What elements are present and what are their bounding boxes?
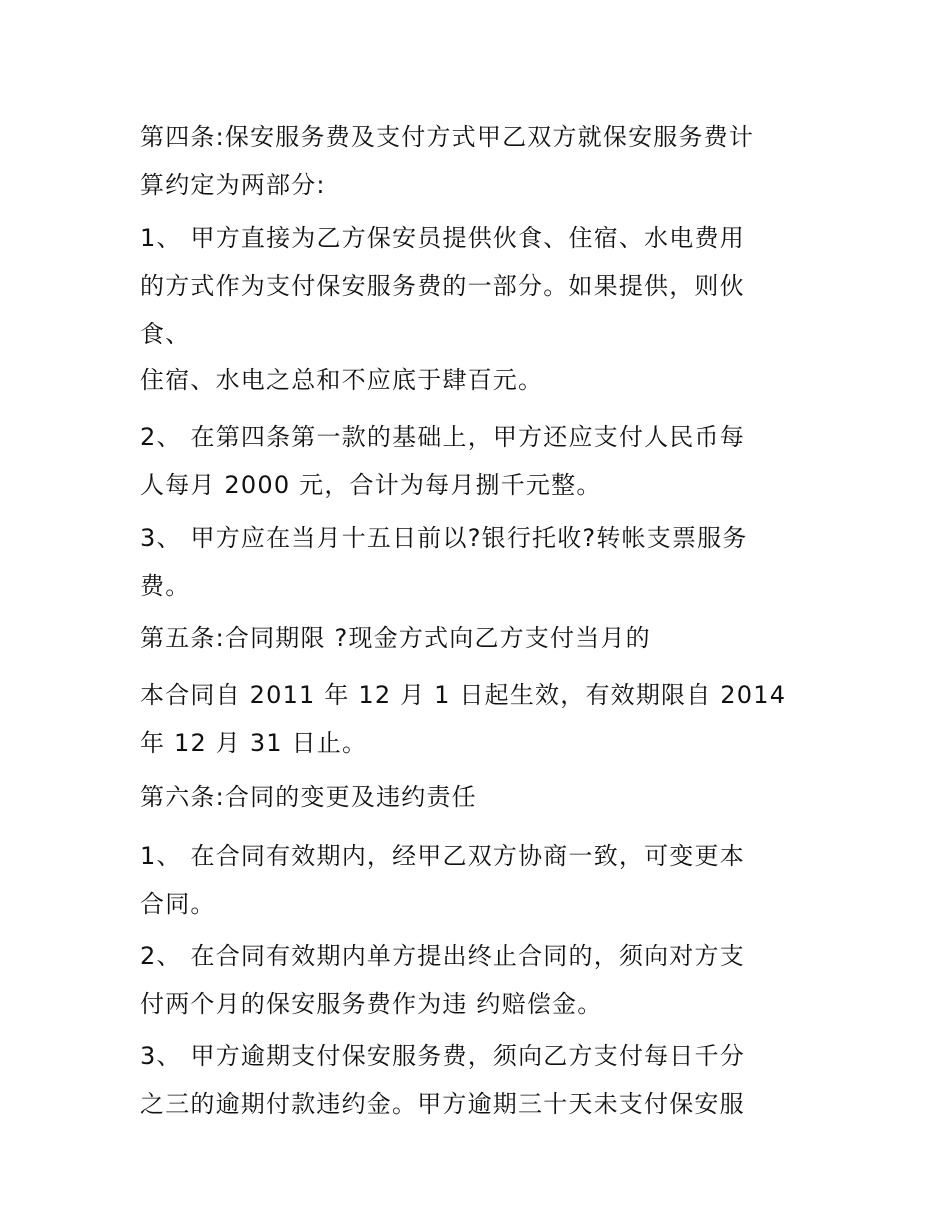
text-line: 费。 [140,572,191,600]
text-line: 第六条:合同的变更及违约责任 [140,783,477,811]
text-line: 第四条:保安服务费及支付方式甲乙双方就保安服务费计 [140,123,755,151]
text-line: 第五条:合同期限 ?现金方式向乙方支付当月的 [140,624,651,652]
text-line: 付两个月的保安服务费作为违 约赔偿金。 [140,990,603,1018]
text-line: 人每月 2000 元，合计为每月捌千元整。 [140,471,602,499]
text-line: 3、 甲方逾期支付保安服务费，须向乙方支付每日千分 [140,1042,745,1070]
text-line: 之三的逾期付款违约金。甲方逾期三十天未支付保安服 [140,1090,745,1118]
text-line: 2、 在第四条第一款的基础上，甲方还应支付人民币每 [140,423,745,451]
text-line: 1、 甲方直接为乙方保安员提供伙食、住宿、水电费用 [140,224,745,252]
text-line: 年 12 月 31 日止。 [140,729,368,757]
article-4-heading-paragraph [140,113,820,209]
article-6-clause-1-paragraph [140,832,820,928]
text-line: 3、 甲方应在当月十五日前以?银行托收?转帐支票服务 [140,524,748,552]
article-4-clause-1-continued-paragraph [140,356,820,404]
text-line: 1、 在合同有效期内，经甲乙双方协商一致，可变更本 [140,842,745,870]
text-line: 住宿、水电之总和不应底于肆百元。 [140,366,544,394]
text-line: 算约定为两部分: [140,171,326,199]
article-6-clause-3-paragraph [140,1032,820,1128]
article-4-clause-1-paragraph [140,214,820,358]
text-line: 2、 在合同有效期内单方提出终止合同的，须向对方支 [140,942,745,970]
article-6-heading-paragraph [140,773,820,821]
text-line: 本合同自 2011 年 12 月 1 日起生效，有效期限自 2014 [140,681,787,709]
text-line: 的方式作为支付保安服务费的一部分。如果提供，则伙 [140,272,745,300]
article-4-clause-3-paragraph [140,514,820,610]
text-line: 合同。 [140,890,216,918]
article-5-heading-paragraph [140,614,820,662]
article-4-clause-2-paragraph [140,413,820,509]
article-6-clause-2-paragraph [140,932,820,1028]
text-line: 食、 [140,320,191,348]
article-5-term-paragraph [140,671,820,767]
